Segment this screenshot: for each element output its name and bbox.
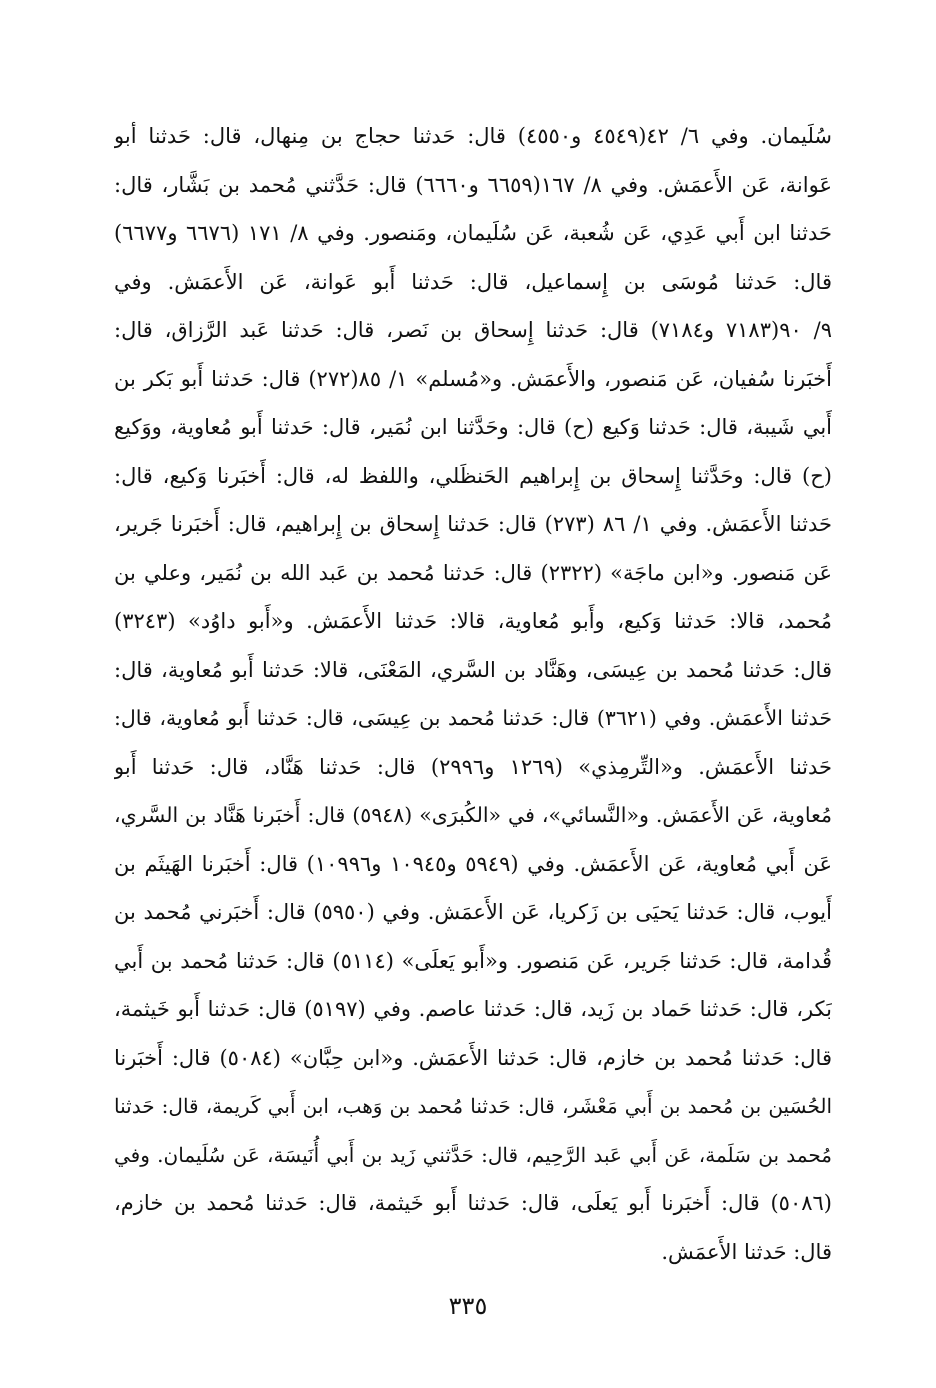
text-line: قال: حَدثنا مُوسَى بن إِسماعيل، قال: حَدثنا أَبو عَوانة، عَن الأَعمَش. وفي xyxy=(114,269,832,294)
text-line: مُحمد، قالا: حَدثنا وَكيع، وأَبو مُعاوية، قالا: حَدثنا الأَعمَش. و«أَبو داوُد» (٣٢٤٣) xyxy=(114,609,832,633)
text-line: (ح) قال: وحَدَّثنا إِسحاق بن إِبراهيم الحَنظَلي، واللفظ له، قال: أَخبَرنا وَكيع، قال: xyxy=(114,463,832,488)
text-line: حَدثنا الأَعمَش. وفي (٣٦٢١) قال: حَدثنا مُحمد بن عِيسَى، قال: حَدثنا أَبو مُعاوية، قال: xyxy=(114,706,832,730)
text-line: أَيوب، قال: حَدثنا يَحيَى بن زَكريا، عَن الأَعمَش. وفي (٥٩٥٠) قال: أَخبَرني مُحمد بن xyxy=(114,900,832,924)
text-line: مُعاوية، عَن الأَعمَش. و«النَّسائي»، في «الكُبرَى» (٥٩٤٨) قال: أَخبَرنا هَنَّاد بن السَّري، xyxy=(114,803,832,827)
text-line: عَن أَبي مُعاوية، عَن الأَعمَش. وفي (٥٩٤٩ و١٠٩٤٥ و١٠٩٩٦) قال: أَخبَرنا الهَيثَم بن xyxy=(114,851,832,876)
text-line: ٩/ ٩٠(٧١٨٣ و٧١٨٤) قال: حَدثنا إِسحاق بن نَصر، قال: حَدثنا عَبد الرَّزاق، قال: xyxy=(114,318,832,342)
page-number: ٣٣٥ xyxy=(448,1292,488,1320)
text-line: بَكر، قال: حَدثنا حَماد بن زَيد، قال: حَدثنا عاصم. وفي (٥١٩٧) قال: حَدثنا أَبو خَيثمة، xyxy=(114,997,832,1021)
text-line: سُلَيمان. وفي ٦/ ٤٢(٤٥٤٩ و٤٥٥٠) قال: حَدثنا حجاج بن مِنهال، قال: حَدثنا أبو xyxy=(114,124,832,148)
text-line: حَدثنا ابن أَبي عَدِي، عَن شُعبة، عَن سُلَيمان، ومَنصور. وفي ٨/ ١٧١ (٦٦٧٦ و٦٦٧٧) xyxy=(114,221,832,245)
text-line: الحُسَين بن مُحمد بن أَبي مَعْشَر، قال: حَدثنا مُحمد بن وَهب، ابن أَبي كَريمة، قال: حَدثنا xyxy=(114,1094,832,1118)
text-line: قال: حَدثنا مُحمد بن خازم، قال: حَدثنا الأَعمَش. و«ابن حِبَّان» (٥٠٨٤) قال: أَخبَرنا xyxy=(114,1045,832,1070)
text-line: عَن مَنصور. و«ابن ماجَة» (٢٣٢٢) قال: حَدثنا مُحمد بن عَبد الله بن نُمَير، وعلي بن xyxy=(114,560,832,585)
text-line: مُحمد بن سَلَمة، عَن أَبي عَبد الرَّحِيم، قال: حَدَّثني زَيد بن أَبي أُنَيسَة، عَن سُلَيمان. وفي xyxy=(114,1142,832,1167)
text-line: أَبي شَيبة، قال: حَدثنا وَكيع (ح) قال: وحَدَّثنا ابن نُمَير، قال: حَدثنا أَبو مُعاوية، ووَكيع xyxy=(114,415,832,439)
text-line: حَدثنا الأَعمَش. وفي ١/ ٨٦ (٢٧٣) قال: حَدثنا إِسحاق بن إِبراهيم، قال: أَخبَرنا جَرير، xyxy=(114,512,832,536)
text-line: حَدثنا الأَعمَش. و«التِّرمِذي» (١٢٦٩ و٢٩٩٦) قال: حَدثنا هَنَّاد، قال: حَدثنا أَبو xyxy=(114,754,832,779)
body-text xyxy=(114,112,832,1276)
text-line: قال: حَدثنا مُحمد بن عِيسَى، وهَنَّاد بن السَّري، المَعْنَى، قالا: حَدثنا أَبو مُعاوية، قال: xyxy=(114,657,832,682)
text-line-last: قال: حَدثنا الأَعمَش. xyxy=(661,1239,832,1264)
text-line: أَخبَرنا سُفيان، عَن مَنصور، والأَعمَش. و«مُسلم» ١/ ٨٥(٢٧٢) قال: حَدثنا أَبو بَكر بن xyxy=(114,366,832,391)
text-line: عَوانة، عَن الأَعمَش. وفي ٨/ ١٦٧(٦٦٥٩ و٦٦٦٠) قال: حَدَّثني مُحمد بن بَشَّار، قال: xyxy=(114,172,832,197)
text-line: قُدامة، قال: حَدثنا جَرير، عَن مَنصور. و«أَبو يَعلَى» (٥١١٤) قال: حَدثنا مُحمد بن أَبي xyxy=(114,948,832,973)
text-line: (٥٠٨٦) قال: أَخبَرنا أَبو يَعلَى، قال: حَدثنا أَبو خَيثمة، قال: حَدثنا مُحمد بن خازم، xyxy=(114,1191,832,1215)
